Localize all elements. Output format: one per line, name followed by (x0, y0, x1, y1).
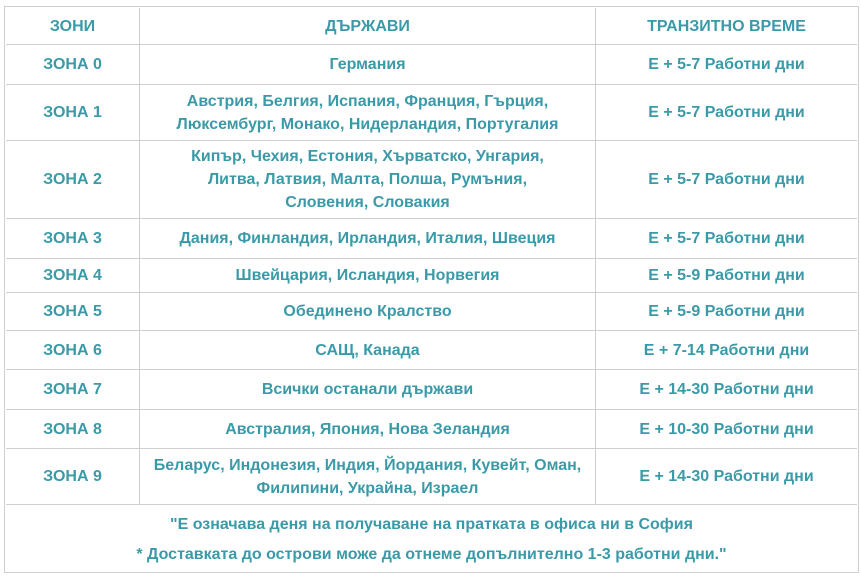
countries-cell: Обединено Кралство (140, 293, 596, 331)
transit-cell: Е + 5-7 Работни дни (596, 45, 857, 85)
footnote-islands-delivery: * Доставката до острови може да отнеме допълнително 1-3 работни дни." (136, 545, 727, 563)
zone-cell: ЗОНА 8 (6, 410, 140, 449)
transit-cell: Е + 14-30 Работни дни (596, 370, 857, 410)
zone-cell: ЗОНА 9 (6, 449, 140, 505)
table-row (6, 293, 857, 331)
header-transit-time: ТРАНЗИТНО ВРЕМЕ (596, 8, 857, 45)
table-row (6, 259, 857, 293)
countries-cell: Австралия, Япония, Нова Зеландия (140, 410, 596, 449)
table-row (6, 449, 857, 505)
transit-cell: Е + 5-7 Работни дни (596, 141, 857, 219)
zone-cell: ЗОНА 6 (6, 331, 140, 370)
transit-cell: Е + 10-30 Работни дни (596, 410, 857, 449)
zone-cell: ЗОНА 1 (6, 85, 140, 141)
transit-cell: Е + 14-30 Работни дни (596, 449, 857, 505)
table-row (6, 45, 857, 85)
zone-cell: ЗОНА 4 (6, 259, 140, 293)
countries-cell: Германия (140, 45, 596, 85)
table-header-row (6, 8, 857, 45)
transit-cell: Е + 5-9 Работни дни (596, 259, 857, 293)
table-row (6, 410, 857, 449)
table-row (6, 331, 857, 370)
countries-cell: Швейцария, Исландия, Норвегия (140, 259, 596, 293)
countries-cell: Австрия, Белгия, Испания, Франция, Гърция, Люксембург, Монако, Нидерландия, Португалия (140, 85, 596, 141)
header-countries: ДЪРЖАВИ (140, 8, 596, 45)
transit-cell: Е + 7-14 Работни дни (596, 331, 857, 370)
shipping-zones-table (6, 8, 857, 571)
zone-cell: ЗОНА 2 (6, 141, 140, 219)
footnote-e-definition: "Е означава деня на получаване на пратката в офиса ни в София (170, 515, 693, 533)
footnote-cell (6, 505, 857, 571)
transit-cell: Е + 5-7 Работни дни (596, 85, 857, 141)
table-row (6, 141, 857, 219)
countries-cell: Беларус, Индонезия, Индия, Йордания, Кувейт, Оман, Филипини, Украйна, Израел (140, 449, 596, 505)
footnote-row (6, 505, 857, 571)
zone-cell: ЗОНА 7 (6, 370, 140, 410)
countries-cell: Всички останали държави (140, 370, 596, 410)
transit-cell: Е + 5-9 Работни дни (596, 293, 857, 331)
table-row (6, 85, 857, 141)
shipping-zones-table-frame (4, 6, 859, 573)
countries-cell: Кипър, Чехия, Естония, Хърватско, Унгария, Литва, Латвия, Малта, Полша, Румъния, Словения, Словакия (140, 141, 596, 219)
countries-cell: Дания, Финландия, Ирландия, Италия, Швеция (140, 219, 596, 259)
table-row (6, 219, 857, 259)
transit-cell: Е + 5-7 Работни дни (596, 219, 857, 259)
countries-cell: САЩ, Канада (140, 331, 596, 370)
zone-cell: ЗОНА 5 (6, 293, 140, 331)
table-row (6, 370, 857, 410)
header-zones: ЗОНИ (6, 8, 140, 45)
zone-cell: ЗОНА 3 (6, 219, 140, 259)
zone-cell: ЗОНА 0 (6, 45, 140, 85)
